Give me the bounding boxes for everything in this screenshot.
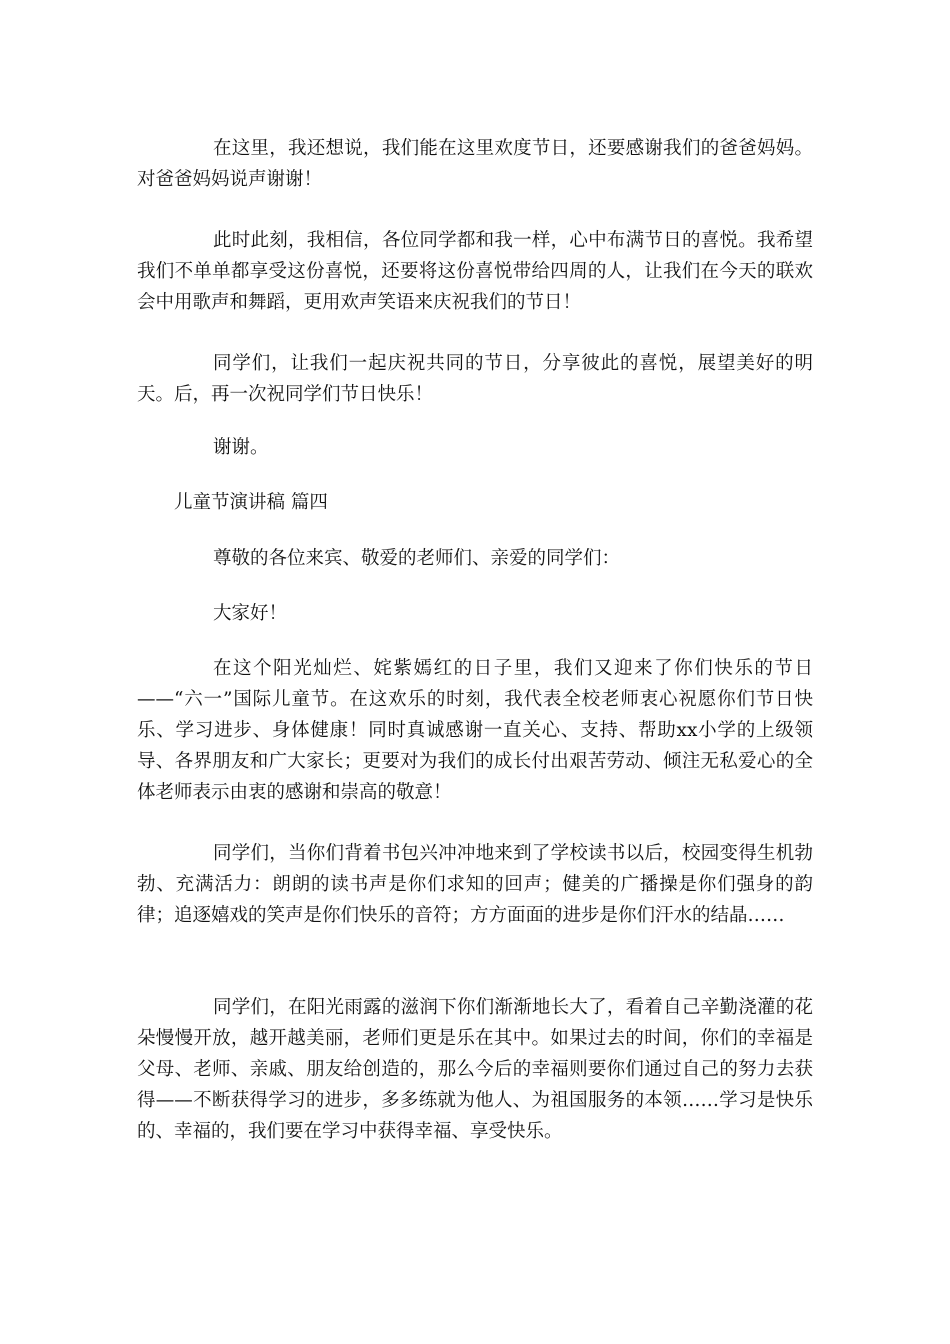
paragraph-thank-you: 谢谢。 xyxy=(213,437,269,458)
paragraph-school-life: 同学们，当你们背着书包兴冲冲地来到了学校读书以后，校园变得生机勃勃、充满活力：朗朗的读书声是你们求知的回声；健美的广播操是你们强身的韵律；追逐嬉戏的笑声是你们快乐的音符；方方面面的进步是你们汗水的结晶…… xyxy=(137,843,813,926)
paragraph-salutation: 尊敬的各位来宾、敬爱的老师们、亲爱的同学们： xyxy=(213,548,621,569)
paragraph-greeting: 大家好！ xyxy=(213,603,288,624)
paragraph-childrens-day: 在这个阳光灿烂、姹紫嫣红的日子里，我们又迎来了你们快乐的节日——“六一”国际儿童节。在这欢乐的时刻，我代表全校老师衷心祝愿你们节日快乐、学习进步、身体健康！同时真诚感谢一直关心、支持、帮助xx小学的上级领导、各界朋友和广大家长；更要对为我们的成长付出艰苦劳动、倾注无私爱心的全体老师表示由衷的感谢和崇高的敬意！ xyxy=(137,658,813,803)
paragraph-thanks-parents: 在这里，我还想说，我们能在这里欢度节日，还要感谢我们的爸爸妈妈。对爸爸妈妈说声谢谢！ xyxy=(137,138,813,190)
paragraph-growth: 同学们，在阳光雨露的滋润下你们渐渐地长大了，看着自己辛勤浇灌的花朵慢慢开放，越开越美丽，老师们更是乐在其中。如果过去的时间，你们的幸福是父母、老师、亲戚、朋友给创造的，那么今后的幸福则要你们通过自己的努力去获得——不断获得学习的进步，多多练就为他人、为祖国服务的本领……学习是快乐的、幸福的，我们要在学习中获得幸福、享受快乐。 xyxy=(137,997,813,1142)
section-heading: 儿童节演讲稿 篇四 xyxy=(174,492,328,513)
paragraph-celebrate: 同学们，让我们一起庆祝共同的节日，分享彼此的喜悦，展望美好的明天。后，再一次祝同学们节日快乐！ xyxy=(137,353,813,405)
paragraph-joy: 此时此刻，我相信，各位同学都和我一样，心中布满节日的喜悦。我希望我们不单单都享受这份喜悦，还要将这份喜悦带给四周的人，让我们在今天的联欢会中用歌声和舞蹈，更用欢声笑语来庆祝我们的节日！ xyxy=(137,230,813,313)
